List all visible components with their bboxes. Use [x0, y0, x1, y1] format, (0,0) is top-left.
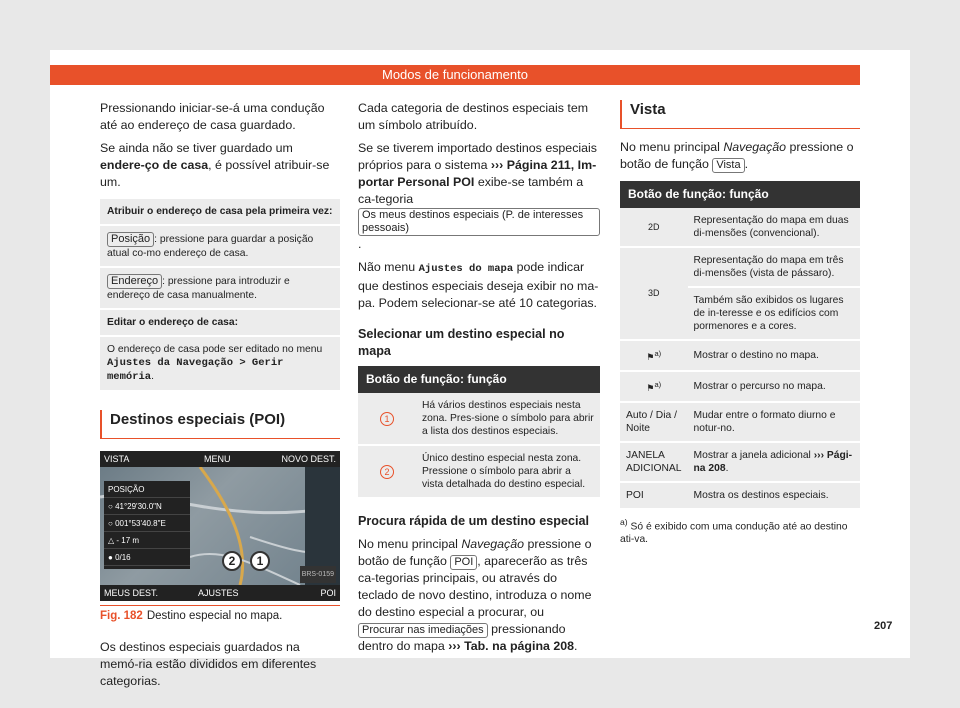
- gps-count: ● 0/16: [104, 549, 190, 566]
- view-function-button[interactable]: Vista: [712, 158, 744, 173]
- table-header: Botão de função: função: [358, 366, 600, 393]
- section-heading: Destinos especiais (POI): [100, 410, 340, 439]
- search-nearby-button[interactable]: Procurar nas imediações: [358, 623, 488, 638]
- paragraph: Se ainda não se tiver guardado um endere-ço de casa, é possível atribuir-se um.: [100, 141, 330, 189]
- position-button[interactable]: Posição: [107, 232, 154, 247]
- table-row: 2D Representação do mapa em duas di-mensões (convencional).: [620, 208, 860, 247]
- info-row: O endereço de casa pode ser editado no menu Ajustes da Navegação > Gerir memória.: [100, 337, 340, 392]
- column-right: [620, 100, 860, 546]
- chapter-banner: Modos de funcionamento: [50, 65, 860, 85]
- table-row: 3D Representação do mapa em três di-mensões (vista de pássaro).: [620, 247, 860, 287]
- paragraph: Os destinos especiais guardados na memó-ria estão divididos em diferentes categorias.: [100, 640, 317, 688]
- page-link[interactable]: ››› Tab. na página 208: [448, 639, 575, 653]
- info-row: Posição : pressione para guardar a posição atual co-mo endereço de casa.: [100, 226, 340, 268]
- function-table: [358, 366, 600, 499]
- paragraph: Cada categoria de destinos especiais tem um símbolo atribuído.: [358, 101, 589, 132]
- my-destinations-button[interactable]: MEUS DEST.: [104, 588, 159, 598]
- table-header: Botão de função: função: [620, 181, 860, 208]
- view-button[interactable]: VISTA: [104, 454, 130, 464]
- altitude: △ - 17 m: [104, 532, 190, 549]
- section-heading: Vista: [620, 100, 860, 129]
- footnote: $^{a)}$ Só é exibido com uma condução até ao destino ati-va.: [620, 517, 848, 546]
- info-heading: Atribuir o endereço de casa pela primeira vez:: [100, 199, 340, 226]
- figure-caption: Fig. 182 Destino especial no mapa.: [100, 605, 340, 625]
- table-row: Também são exibidos os lugares de in-teresse e os edifícios com pormenores e a cores.: [620, 287, 860, 340]
- poi-function-button[interactable]: POI: [450, 555, 477, 570]
- destination-flag-icon: ⚑$^{a)}$: [646, 349, 662, 362]
- map-2d-icon: 2D: [648, 221, 660, 232]
- paragraph: No menu principal Navegação pressione o botão de função POI , aparecerão as três ca-tegorias principais, ou através do teclado de novo destino, introduza o nome do destino especial a procurar, ou Procurar nas imediações pressionando dentro do mapa ››› Tab. na página 208.: [358, 537, 592, 653]
- poi-button[interactable]: POI: [320, 588, 336, 598]
- paragraph: Não menu Ajustes do mapa pode indicar que destinos especiais deseja exibir no ma-pa. Podem selecionar-se até 10 categorias.: [358, 260, 599, 310]
- map-3d-icon: 3D: [648, 288, 660, 298]
- image-code: BRS-0159: [300, 566, 336, 583]
- panel-title: POSIÇÃO: [104, 481, 190, 498]
- callout-1: 1: [250, 551, 270, 571]
- longitude: ○ 001°53'40.8"E: [104, 515, 190, 532]
- subheading: Selecionar um destino especial no mapa: [358, 327, 565, 358]
- screen-bottom-bar: [100, 585, 340, 601]
- table-row: ⚑$^{a)}$ Mostrar o destino no mapa.: [620, 340, 860, 371]
- table-row: JANELA ADICIONAL Mostrar a janela adicional ››› Pági-na 208.: [620, 442, 860, 482]
- view-table: [620, 181, 860, 510]
- table-row: 2 Único destino especial nesta zona. Pressione o símbolo para abrir a vista detalhada do destino especial.: [358, 445, 600, 498]
- info-box: [100, 199, 340, 392]
- page-link[interactable]: ››› Página 211, Im-portar Personal POI: [358, 158, 597, 189]
- table-row: 1 Há vários destinos especiais nesta zona. Pres-sione o símbolo para abrir a lista dos destinos especiais.: [358, 393, 600, 445]
- info-heading: Editar o endereço de casa:: [100, 310, 340, 337]
- page-number: 207: [874, 620, 893, 632]
- paragraph: Pressionando iniciar-se-á uma condução até ao endereço de casa guardado.: [100, 101, 325, 132]
- settings-button[interactable]: AJUSTES: [198, 588, 239, 598]
- subheading: Procura rápida de um destino especial: [358, 514, 589, 528]
- address-button[interactable]: Endereço: [107, 274, 162, 289]
- menu-button[interactable]: MENU: [204, 454, 231, 464]
- column-middle: [358, 100, 600, 661]
- screen-top-bar: [100, 451, 340, 467]
- route-flag-icon: ⚑$^{a)}$: [646, 380, 662, 393]
- new-destination-button[interactable]: NOVO DEST.: [281, 454, 336, 464]
- column-left: [100, 100, 340, 696]
- table-row: Auto / Dia / Noite Mudar entre o formato diurno e notur-no.: [620, 402, 860, 442]
- info-row: Endereço : pressione para introduzir e endereço de casa manualmente.: [100, 268, 340, 310]
- my-poi-button[interactable]: Os meus destinos especiais (P. de interesses pessoais): [358, 208, 600, 236]
- table-row: POI Mostra os destinos especiais.: [620, 482, 860, 509]
- page-link[interactable]: ››› Pági-na 208: [693, 450, 853, 474]
- position-panel: [104, 481, 190, 569]
- latitude: ○ 41°29'30.0"N: [104, 498, 190, 515]
- paragraph: Se se tiverem importado destinos especiais próprios para o sistema ››› Página 211, Im-portar Personal POI exibe-se também a ca-tegoria Os meus destinos especiais (P. de interesses pessoais).: [358, 140, 600, 253]
- callout-2: 2: [222, 551, 242, 571]
- paragraph: No menu principal Navegação pressione o botão de função Vista .: [620, 140, 854, 171]
- table-row: ⚑$^{a)}$ Mostrar o percurso no mapa.: [620, 371, 860, 402]
- navigation-screenshot: [100, 451, 340, 601]
